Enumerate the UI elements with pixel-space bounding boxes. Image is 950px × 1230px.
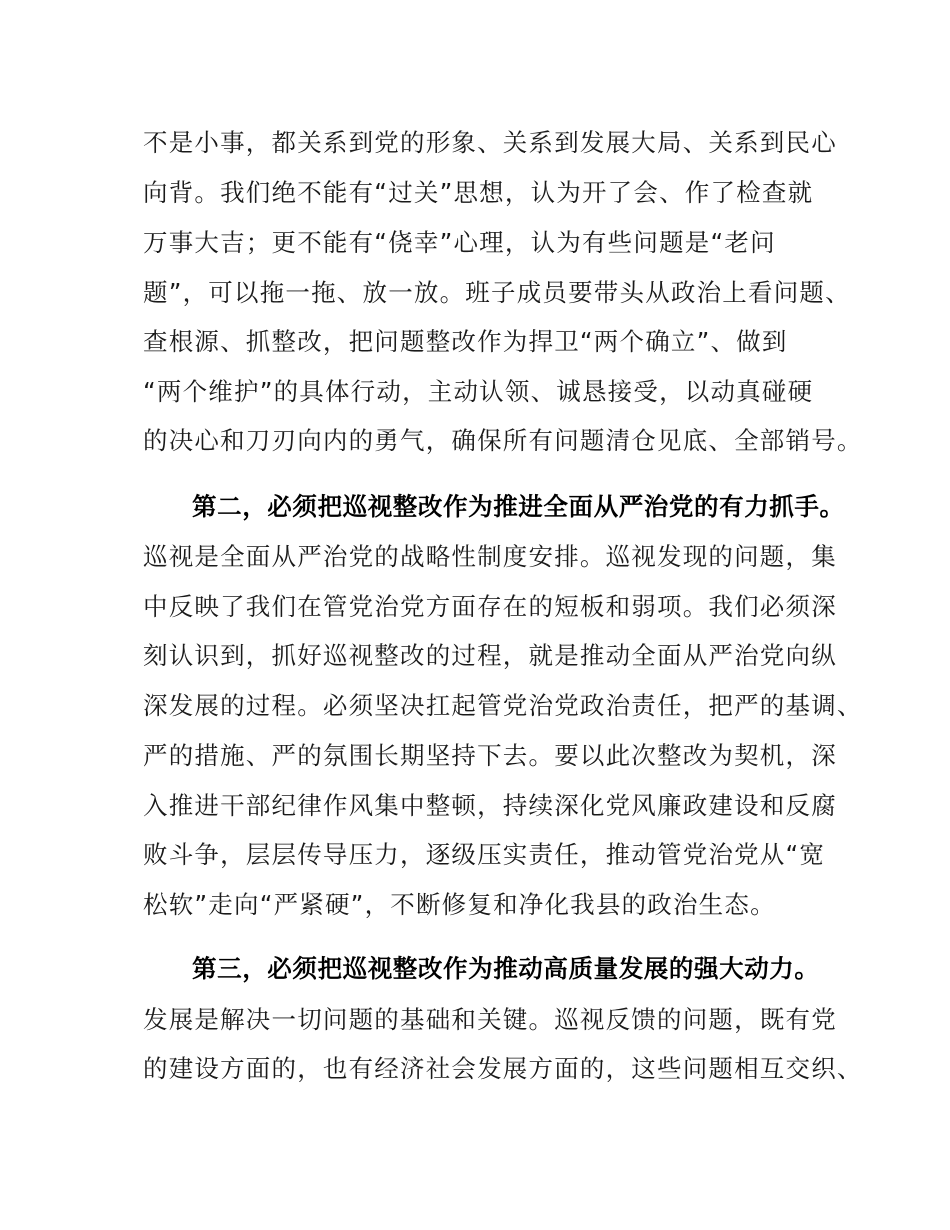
text-line: 严的措施、严的氛围长期坚持下去。要以此次整改为契机，深: [143, 741, 837, 770]
text-line: 巡视是全面从严治党的战略性制度安排。巡视发现的问题，集: [143, 542, 837, 571]
section-heading-2: 第二，必须把巡视整改作为推进全面从严治党的有力抓手。: [192, 492, 845, 521]
text-line: “两个维护”的具体行动，主动认领、诚恳接受，以动真碰硬: [143, 377, 814, 406]
text-line: 败斗争，层层传导压力，逐级压实责任，推动管党治党从“宽: [143, 840, 826, 869]
text-line: 的建设方面的，也有经济社会发展方面的，这些问题相互交织、: [143, 1054, 863, 1083]
text-line: 刻认识到，抓好巡视整改的过程，就是推动全面从严治党向纵: [143, 641, 837, 670]
text-line: 发展是解决一切问题的基础和关键。巡视反馈的问题，既有党: [143, 1005, 837, 1034]
text-line: 向背。我们绝不能有“过关”思想，认为开了会、作了检查就: [143, 178, 814, 207]
text-line: 不是小事，都关系到党的形象、关系到发展大局、关系到民心: [143, 128, 837, 157]
text-line: 万事大吉；更不能有“侥幸”心理，认为有些问题是“老问: [143, 228, 776, 257]
text-line: 查根源、抓整改，把问题整改作为捍卫“两个确立”、做到: [143, 327, 788, 356]
text-line: 深发展的过程。必须坚决扛起管党治党政治责任，把严的基调、: [143, 691, 863, 720]
text-line: 入推进干部纪律作风集中整顿，持续深化党风廉政建设和反腐: [143, 791, 837, 820]
section-heading-3: 第三，必须把巡视整改作为推动高质量发展的强大动力。: [192, 954, 820, 983]
text-line: 题”，可以拖一拖、放一放。班子成员要带头从政治上看问题、: [143, 278, 851, 307]
text-line: 中反映了我们在管党治党方面存在的短板和弱项。我们必须深: [143, 592, 837, 621]
text-line: 松软”走向“严紧硬”，不断修复和净化我县的政治生态。: [143, 890, 776, 919]
text-line: 的决心和刀刃向内的勇气，确保所有问题清仓见底、全部销号。: [143, 426, 863, 455]
